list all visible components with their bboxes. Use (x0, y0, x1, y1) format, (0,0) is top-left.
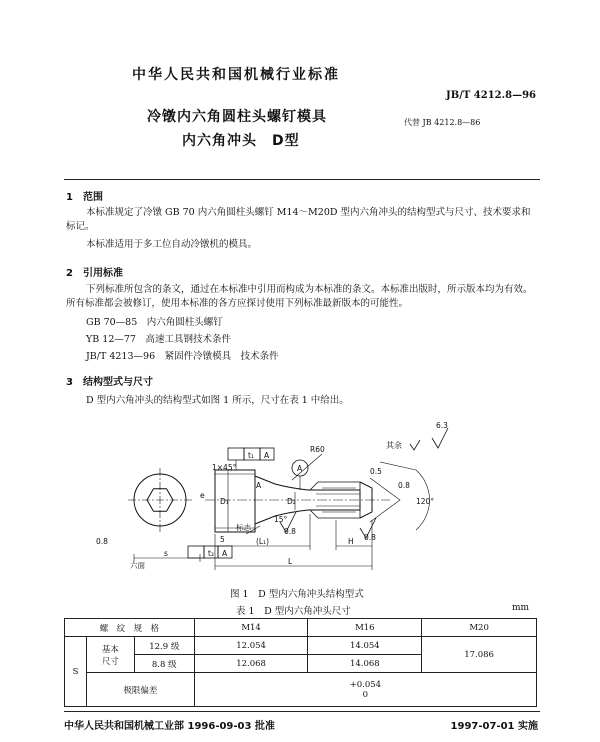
label-e: e (200, 491, 205, 500)
table-cell: 12.068 (194, 655, 308, 673)
label-roughness: 0.8 (364, 533, 376, 542)
table-cell: 14.054 (308, 637, 422, 655)
grade-label: 8.8 级 (134, 655, 194, 673)
label-chamfer: 1×45° (212, 463, 237, 472)
document-title: 冷镦内六角圆柱头螺钉模具 (147, 109, 327, 125)
table-unit: mm (512, 603, 530, 613)
section-2-heading: 2 引用标准 (66, 268, 123, 279)
section-3-paragraph-1: D 型内六角冲头的结构型式如图 1 所示，尺寸在表 1 中给出。 (86, 395, 349, 406)
table-header-row (65, 619, 537, 637)
section-1-paragraph-2: 本标准适用于多工位自动冷镦机的模具。 (86, 239, 258, 250)
implementation-date: 1997-07-01 实施 (450, 721, 538, 732)
approval-note: 中华人民共和国机械工业部 1996-09-03 批准 (64, 721, 275, 732)
replaces-note: 代替 JB 4212.8—86 (404, 118, 481, 127)
label-angle-15: 15° (274, 515, 288, 524)
basic-size-line-1: 基本 (101, 644, 119, 655)
label-datum-frame: A (264, 451, 270, 460)
label-mark: 标志 (236, 523, 251, 532)
label-roughness: 0.8 (96, 537, 108, 546)
label-remaining: 其余 (386, 441, 402, 450)
label-0-5: 0.5 (370, 467, 382, 476)
reference-item: JB/T 4213—96 紧固件冷镦模具 技术条件 (86, 351, 279, 362)
label-d1: D₁ (220, 497, 229, 506)
label-radius: R60 (310, 445, 325, 454)
label-roughness: 0.8 (284, 527, 296, 536)
column-header: M14 (194, 619, 308, 637)
column-header: M20 (422, 619, 537, 637)
label-datum-symmetry: A (222, 549, 228, 558)
row-group-s: S (65, 637, 87, 707)
label-d2: D₂ (287, 497, 296, 506)
standard-code: JB/T 4212.8—96 (446, 90, 536, 101)
table-row (65, 673, 537, 707)
figure-caption: 图 1 D 型内六角冲头结构型式 (230, 589, 364, 600)
tolerance-lower: 0 (362, 689, 369, 700)
table-cell: 17.086 (422, 637, 537, 673)
table-row (65, 637, 537, 655)
footer-rule (64, 711, 540, 712)
reference-item: YB 12—77 高速工具钢技术条件 (86, 334, 231, 345)
section-1-paragraph-1: 本标准规定了冷镦 GB 70 内六角圆柱头螺钉 M14～M20D 型内六角冲头的结构型式与尺寸、技术要求和标记。 (66, 207, 531, 232)
dimension-table (64, 618, 537, 707)
basic-size-line-2: 尺寸 (101, 656, 119, 667)
document-subtitle: 内六角冲头 D型 (182, 133, 300, 149)
basic-size-label (86, 637, 134, 673)
label-datum-a: A (297, 464, 303, 473)
label-tol-symmetry: t₂ (208, 549, 214, 558)
standard-body: 中华人民共和国机械行业标准 (132, 67, 340, 83)
column-header: M16 (308, 619, 422, 637)
section-2-paragraph-1: 下列标准所包含的条文，通过在本标准中引用而构成为本标准的条文。本标准出版时，所示版本均为有效。所有标准都会被修订，使用本标准的各方应探讨使用下列标准最新版本的可能性。 (66, 284, 533, 309)
tolerance-value (194, 673, 536, 707)
label-s: s (164, 549, 168, 558)
header-rule (64, 179, 540, 180)
table-caption: 表 1 D 型内六角冲头尺寸 (236, 606, 351, 617)
punch-drawing (60, 418, 540, 588)
label-tol-runout: t₁ (248, 451, 254, 460)
grade-label: 12.9 级 (134, 637, 194, 655)
label-angle-120: 120° (416, 497, 435, 506)
section-3-heading: 3 结构型式与尺寸 (66, 377, 153, 388)
table-header-label: 螺 纹 规 格 (65, 619, 195, 637)
label-six-faces: 六面 (130, 561, 145, 570)
section-1-heading: 1 范围 (66, 192, 103, 203)
table-cell: 12.054 (194, 637, 308, 655)
tolerance-label: 极限偏差 (86, 673, 194, 707)
reference-item: GB 70—85 内六角圆柱头螺钉 (86, 317, 223, 328)
label-section-a: A (256, 481, 262, 490)
label-l: L (288, 557, 293, 566)
table-cell: 14.068 (308, 655, 422, 673)
label-roughness: 0.8 (398, 481, 410, 490)
label-l1: (L₁) (256, 537, 270, 546)
label-5: 5 (220, 535, 225, 544)
label-roughness-main: 6.3 (436, 421, 448, 430)
tolerance-upper: +0.054 (349, 679, 382, 690)
label-h: H (348, 537, 354, 546)
